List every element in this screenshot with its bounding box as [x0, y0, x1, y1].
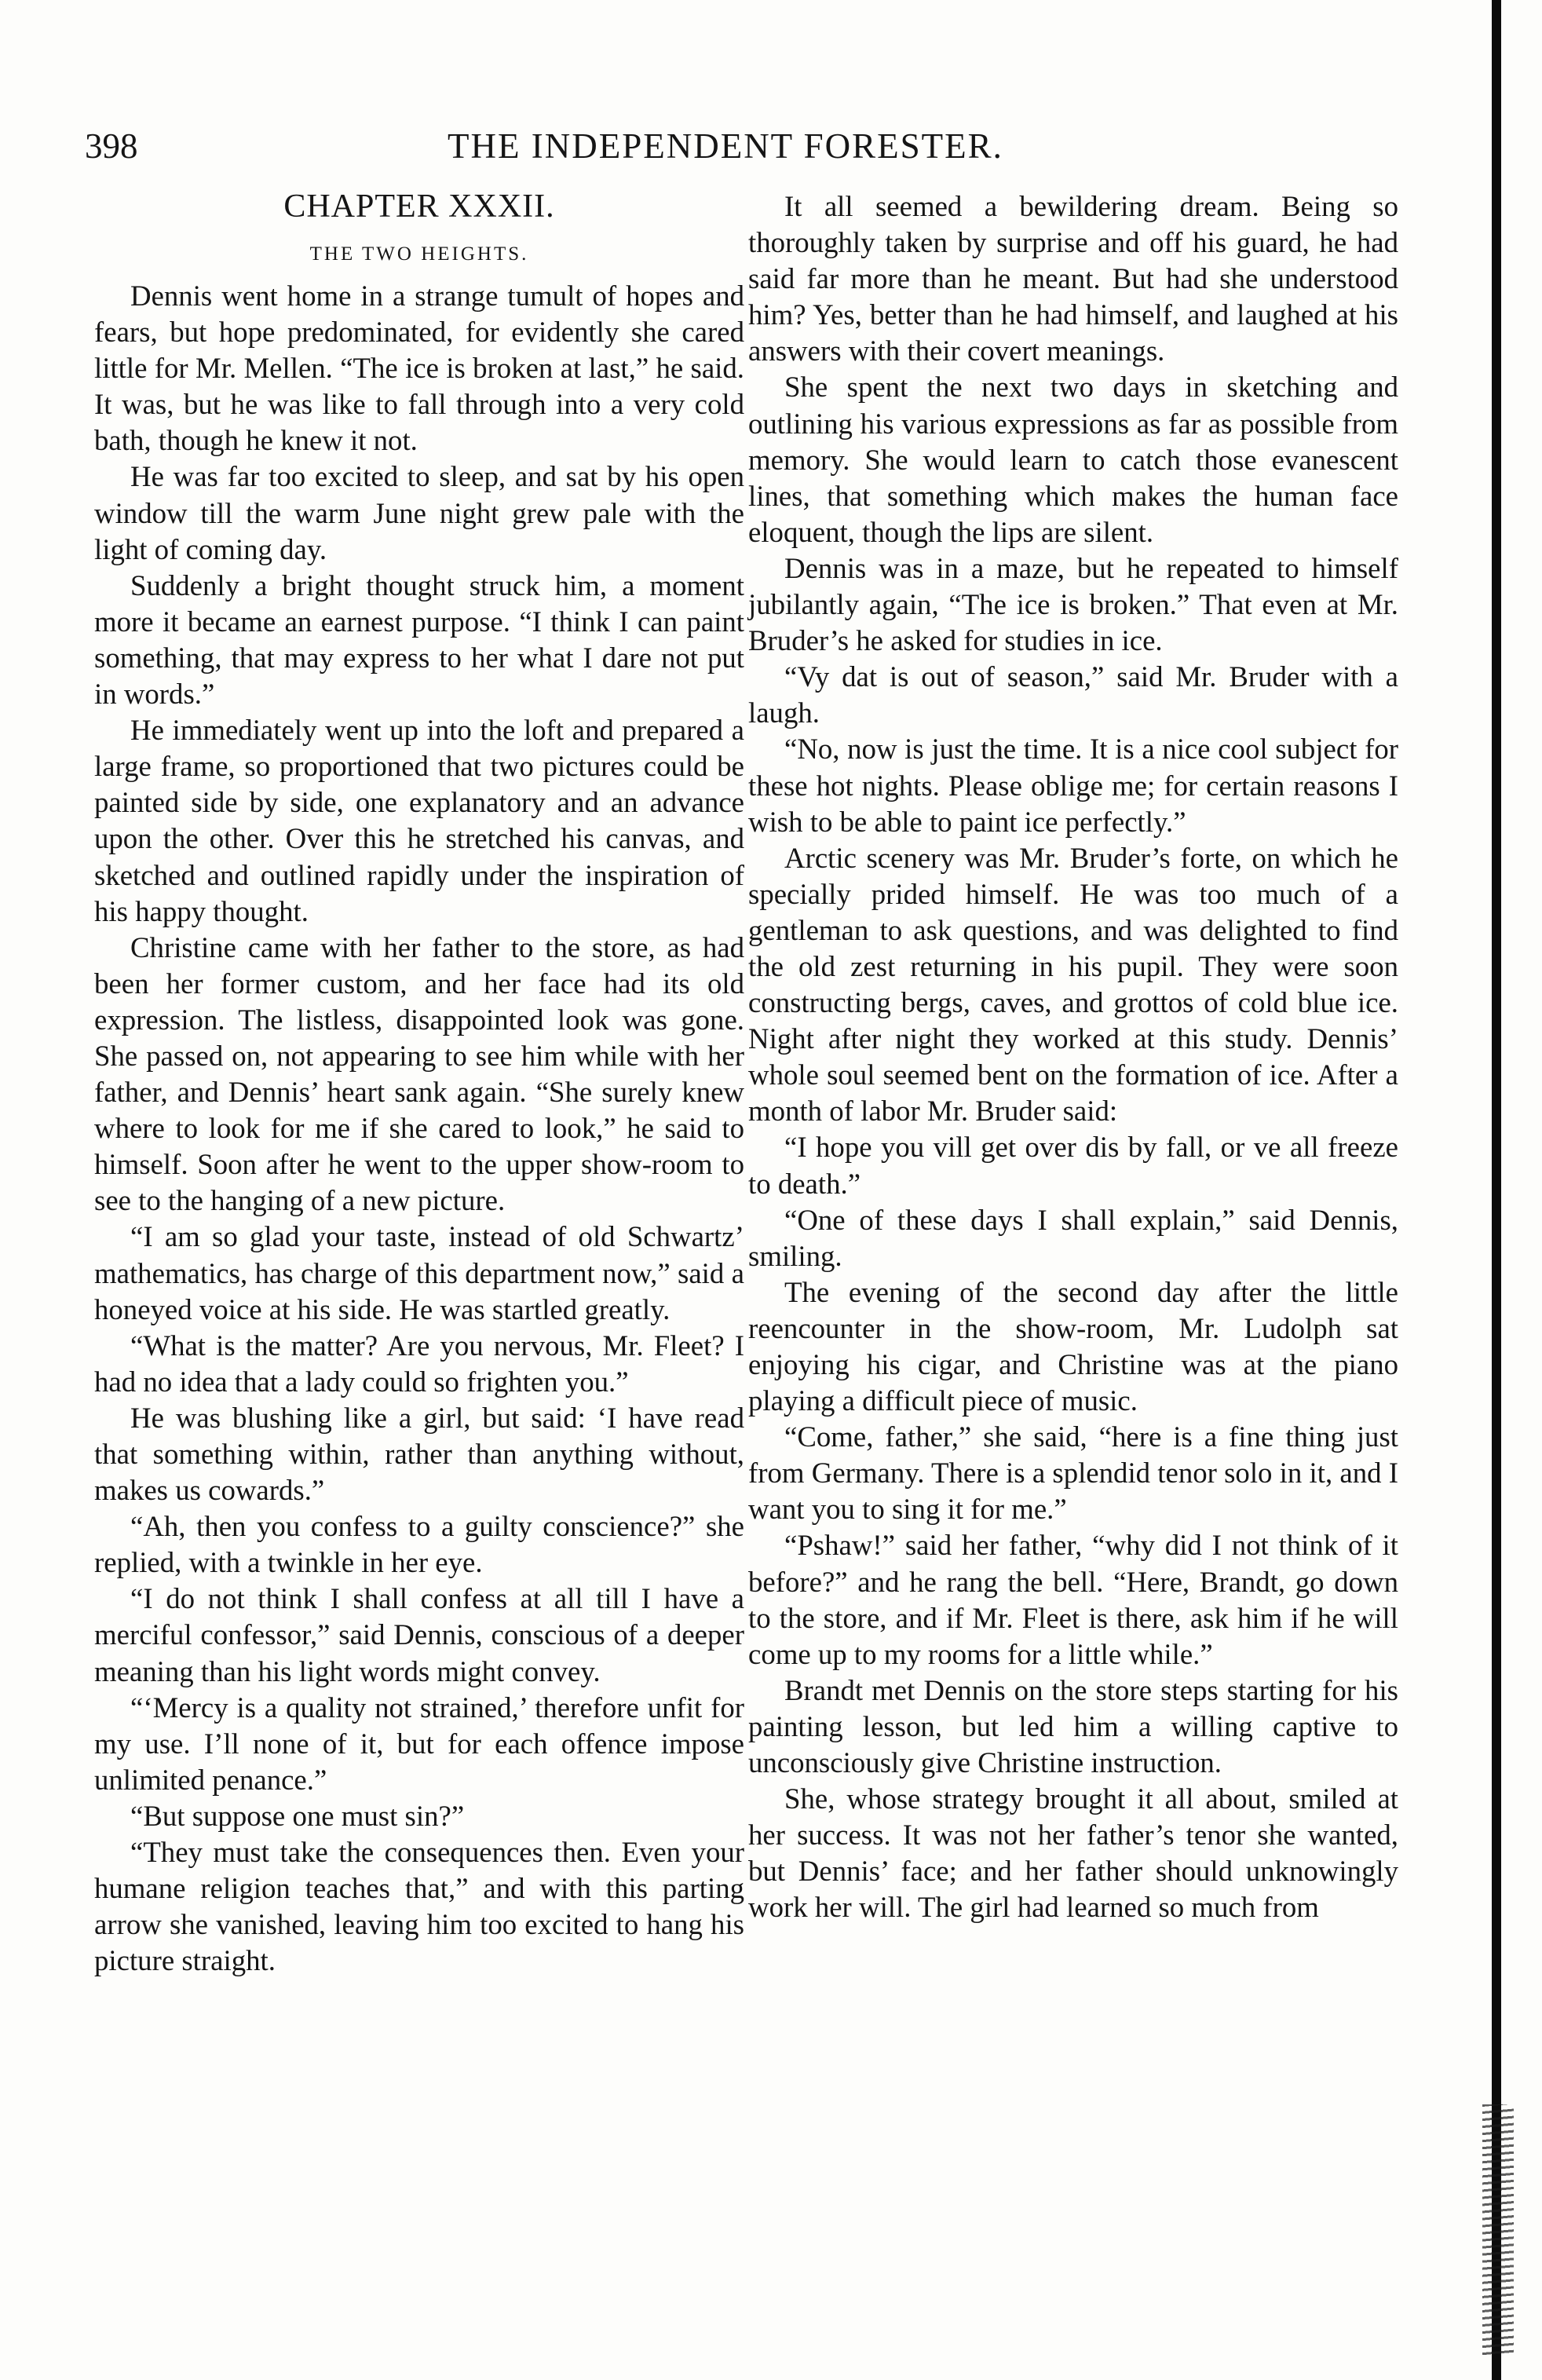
- paragraph: “‘Mercy is a quality not strained,’ therefore unfit for my use. I’ll none of it, but for each offence impose unlimited penance.”: [94, 1691, 744, 1796]
- paragraph: Dennis went home in a strange tumult of hopes and fears, but hope predominated, for evidently she cared little for Mr. Mellen. “The ice is broken at last,” he said. It was, but he was like to fall through into a very cold bath, though he knew it not.: [94, 280, 744, 457]
- page-number: 398: [85, 126, 138, 166]
- paragraph: Brandt met Dennis on the store steps starting for his painting lesson, but led him a willing captive to unconsciously give Christine instruction.: [748, 1673, 1398, 1779]
- paragraph: Suddenly a bright thought struck him, a moment more it became an earnest purpose. “I think I can paint something, that may express to her what I dare not put in words.”: [94, 568, 744, 711]
- paragraph: The evening of the second day after the little reencounter in the show-room, Mr. Ludolph sat enjoying his cigar, and Christine was at the piano playing a difficult piece of music.: [748, 1275, 1398, 1417]
- chapter-title: CHAPTER XXXII.: [283, 188, 555, 225]
- paragraph: “They must take the consequences then. Even your humane religion teaches that,” and with this parting arrow she vanished, leaving him too excited to hang his picture straight.: [94, 1836, 744, 1977]
- paragraph: “But suppose one must sin?”: [130, 1799, 465, 1832]
- paragraph: She, whose strategy brought it all about, smiled at her success. It was not her father’s tenor she wanted, but Dennis’ face; and her father should unknowingly work her will. The girl had learned so much from: [748, 1782, 1398, 1924]
- paragraph: He was blushing like a girl, but said: ‘I have read that something within, rather than anything without, makes us cowards.”: [94, 1401, 744, 1507]
- paragraph: He was far too excited to sleep, and sat by his open window till the warm June night grew pale with the light of coming day.: [94, 460, 744, 565]
- paragraph: “Ah, then you confess to a guilty conscience?” she replied, with a twinkle in her eye.: [94, 1510, 744, 1579]
- paragraph: It all seemed a bewildering dream. Being so thoroughly taken by surprise and off his guard, he had said far more than he meant. But had she understood him? Yes, better than he had himself, and laughed at his answers with their covert meanings.: [748, 190, 1398, 367]
- right-column: [748, 188, 1398, 1926]
- paragraph: “I do not think I shall confess at all till I have a merciful confessor,” said Dennis, conscious of a deeper meaning than his light words might convey.: [94, 1582, 744, 1687]
- paragraph: “One of these days I shall explain,” said Dennis, smiling.: [748, 1203, 1398, 1272]
- paragraph: “No, now is just the time. It is a nice cool subject for these hot nights. Please oblige me; for certain reasons I wish to be able to paint ice perfectly.”: [748, 733, 1398, 838]
- scan-edge-rule: [1492, 0, 1501, 2380]
- paragraph: Dennis was in a maze, but he repeated to himself jubilantly again, “The ice is broken.” That even at Mr. Bruder’s he asked for studies in ice.: [748, 551, 1398, 657]
- paragraph: He immediately went up into the loft and prepared a large frame, so proportioned that two pictures could be painted side by side, one explanatory and an advance upon the other. Over this he stretched his canvas, and sketched and outlined rapidly under the inspiration of his happy thought.: [94, 714, 744, 927]
- paragraph: “I am so glad your taste, instead of old Schwartz’ mathematics, has charge of this department now,” said a honeyed voice at his side. He was startled greatly.: [94, 1220, 744, 1325]
- paragraph: “Come, father,” she said, “here is a fine thing just from Germany. There is a splendid tenor solo in it, and I want you to sing it for me.”: [748, 1420, 1398, 1526]
- running-title: THE INDEPENDENT FORESTER.: [448, 126, 1003, 166]
- chapter-subtitle: THE TWO HEIGHTS.: [309, 243, 529, 265]
- paragraph: Arctic scenery was Mr. Bruder’s forte, on which he specially prided himself. He was too much of a gentleman to ask questions, and was delighted to find the old zest returning in his pupil. They were soon constructing bergs, caves, and grottos of cold blue ice. Night after night they worked at this study. Dennis’ whole soul seemed bent on the formation of ice. After a month of labor Mr. Bruder said:: [748, 841, 1398, 1128]
- paragraph: “Pshaw!” said her father, “why did I not think of it before?” and he rang the bell. “Here, Brandt, go down to the store, and if Mr. Fleet is there, ask him if he will come up to my rooms for a little while.”: [748, 1529, 1398, 1670]
- scan-edge-shadow: [1482, 2104, 1514, 2356]
- paragraph: She spent the next two days in sketching and outlining his various expressions as far as possible from memory. She would learn to catch those evanescent lines, that something which makes the human face eloquent, though the lips are silent.: [748, 371, 1398, 548]
- left-column: [94, 188, 744, 1979]
- paragraph: “What is the matter? Are you nervous, Mr. Fleet? I had no idea that a lady could so frighten you.”: [94, 1329, 744, 1398]
- paragraph: “I hope you vill get over dis by fall, or ve all freeze to death.”: [748, 1131, 1398, 1200]
- paragraph: “Vy dat is out of season,” said Mr. Bruder with a laugh.: [748, 660, 1398, 729]
- paragraph: Christine came with her father to the store, as had been her former custom, and her face had its old expression. The listless, disappointed look was gone. She passed on, not appearing to see him while with her father, and Dennis’ heart sank again. “She surely knew where to look for me if she cared to look,” he said to himself. Soon after he went to the upper show-room to see to the hanging of a new picture.: [94, 930, 744, 1217]
